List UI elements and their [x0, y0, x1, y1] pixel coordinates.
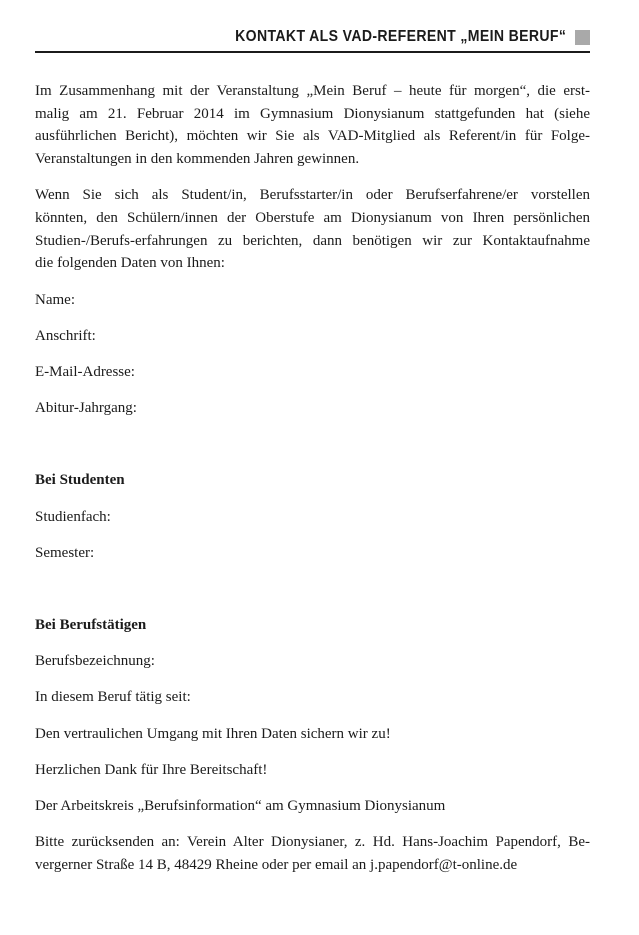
- text-line: malig am 21. Februar 2014 im Gymnasium Dionysianum stattgefunden hat (siehe: [35, 105, 590, 122]
- document-body: [35, 80, 590, 877]
- intro-paragraph: [35, 80, 590, 171]
- field-semester-label: Semester:: [35, 544, 95, 561]
- text-line: die folgenden Daten von Ihnen:: [35, 255, 225, 272]
- text-line: Wenn Sie sich als Student/in, Berufsstarter/in oder Berufserfahrene/er vorstellen: [35, 187, 590, 204]
- text-line: ausführlichen Bericht), möchten wir Sie als VAD-Mitglied als Referent/in für Folge-: [35, 128, 590, 145]
- field-in-job-since-label: In diesem Beruf tätig seit:: [35, 689, 191, 706]
- field-study-subject-label: Studienfach:: [35, 508, 111, 525]
- header-accent-square: [575, 30, 590, 45]
- field-email-label: E-Mail-Adresse:: [35, 364, 135, 381]
- page-header: [35, 28, 590, 53]
- return-address-paragraph: [35, 831, 590, 876]
- field-abitur-year-label: Abitur-Jahrgang:: [35, 400, 137, 417]
- document-page: [0, 28, 639, 935]
- professionals-section-heading: Bei Berufstätigen: [35, 617, 147, 634]
- text-line: Veranstaltungen in den kommenden Jahren gewinnen.: [35, 151, 360, 168]
- students-section-heading: Bei Studenten: [35, 472, 125, 489]
- invitation-paragraph: [35, 184, 590, 275]
- field-name-label: Name:: [35, 291, 75, 308]
- text-line: vergerner Straße 14 B, 48429 Rheine oder per email an j.papendorf@t-online.de: [35, 856, 518, 873]
- text-line: Studien-/Berufs-erfahrungen zu berichten, dann benötigen wir zur Kontaktaufnahme: [35, 232, 590, 249]
- text-line: könnten, den Schülern/innen der Oberstufe am Dionysianum von Ihren persönlichen: [35, 210, 590, 227]
- field-job-title-label: Berufsbezeichnung:: [35, 653, 155, 670]
- privacy-note: Den vertraulichen Umgang mit Ihren Daten sichern wir zu!: [35, 725, 391, 742]
- signature-line: Der Arbeitskreis „Berufsinformation“ am Gymnasium Dionysianum: [35, 798, 446, 815]
- thanks-note: Herzlichen Dank für Ihre Bereitschaft!: [35, 761, 268, 778]
- section-gap: [35, 433, 590, 469]
- field-address-label: Anschrift:: [35, 327, 96, 344]
- page-title: KONTAKT ALS VAD-REFERENT „MEIN BERUF“: [234, 28, 566, 45]
- text-line: Bitte zurücksenden an: Verein Alter Dionysianer, z. Hd. Hans-Joachim Papendorf, Be-: [35, 834, 590, 851]
- text-line: Im Zusammenhang mit der Veranstaltung „Mein Beruf – heute für morgen“, die erst-: [35, 83, 590, 99]
- section-gap: [35, 578, 590, 614]
